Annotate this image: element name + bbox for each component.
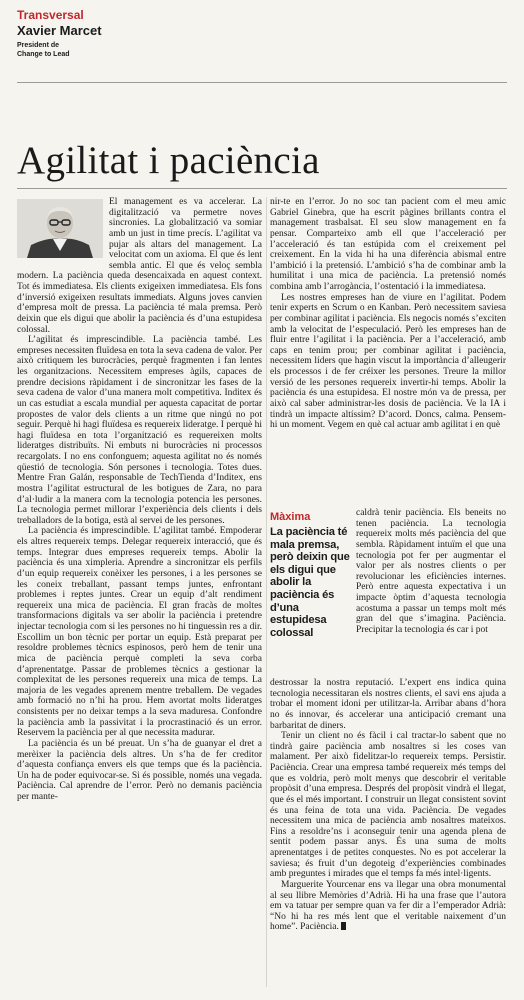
headline-rule [17,188,507,189]
author-role-line-1: President de [17,42,60,49]
paragraph: destrossar la nostra reputació. L’expert ens indica quina tecnologia necessitaran els nostres clients, el savi ens ajuda a trobar el moment idoni per utilitzar-la. Arribar abans d’hora no és innovar, és accelerar una anticipació cremant una barbaritat de diners. [270,678,506,731]
photo-wrap-spacer [17,197,109,261]
article-column-right-top [270,197,506,508]
paragraph [270,880,506,933]
article-column-right-bottom [270,678,506,988]
pullquote-text: La paciència té mala premsa, però deixin que els digui que abolir la paciència és d’una estupidesa colossal [270,526,350,639]
paragraph: La paciència és imprescindible. L’agilitat també. Empoderar els altres requereix temps. Delegar requereix interacció, que és temps. Integrar dues empreses requereix temps. Abolir la paciència és una ximpleria. Aprendre a sincronitzar els perfils d’un equip requereix conèixer les persones, i a les persones se les coneix treballant, passant temps juntes, enfrontant problemes i reptes juntes. Crear un equip d’alt rendiment requereix una mica de paciència. El gran fracàs de moltes transformacions digitals va ser abolir la paciència i pretendre injectar tecnologia com si les persones no hi tinguessin res a dir. Escollim un bon tècnic per portar un equip. Està preparat per resoldre problemes tècnics espinosos, però hem de tenir una mica de paciència perquè completi la seva corba d’aprenentatge. Passar de problemes tècnics a gestionar la complexitat de les persones requereix una mica de temps. La majoria de les vegades aprenem mentre treballem. De vegades amb formació no n’hi ha prou. Hem avortat molts lideratges consistents per no deixar temps a la seva maduresa. Confondre la paciència amb la passivitat i la procrastinació és un error. Reservem la paciència per al que necessita madurar. [17,526,262,739]
headline: Agilitat i paciència [17,139,320,182]
header-rule [17,82,507,83]
byline-block [17,9,507,59]
paragraph: L’agilitat és imprescindible. La paciència també. Les empreses necessiten fluïdesa en tota la seva cadena de valor. Per això critiquem les burocràcies, perquè fragmenten i fan lentes les organitzacions. Necessitem empreses àgils, capaces de prendre decisions ràpidament i de sincronitzar les fases de la seva cadena de valor d’una manera molt competitiva. Inditex és un cas estudiat a escala mundial per aquesta capacitat de portar propostes de valor dels clients a un ritme que ningú no pot seguir. Perquè hi hagi fluïdesa es requereix lideratge. I perquè hi hagi fluïdesa en tota l’organització es requereixen molts lideratges distribuïts. Ni embuts ni burocràcies ni processos recargolats. I no ens confonguem; aquesta agilitat no és només qüestió de tecnologia. Són persones i tecnologia. Totes dues. Mentre Fran Galán, responsable de TechTienda d’Inditex, ens mostra l’agilitat estructural de les botigues de Zara, no para d’al·ludir a la manera com la tecnologia potencia les persones. La tecnologia permet millorar l’experiència dels clients i dels treballadors de la botiga, està al servei de les persones. [17,335,262,526]
author-role-line-2: Change to Lead [17,50,70,58]
article-column-right-mid [356,508,506,678]
paragraph: Tenir un client no és fàcil i cal tractar-lo sabent que no tindrà gaire paciència amb nosaltres si les coses van malament. Per això fidelitzar-lo requereix temps. Persistir. Paciència. Crear una empresa també requereix més temps del que es voldria, però molt menys que descobrir el veritable propòsit d’una empresa. Després del propòsit vindrà el llegat, que és el més important. I construir un llegat consistent sovint és una feina de tota una vida. Paciència. De vegades necessitem una mica de paciència amb nosaltres mateixos. Fins a resoldre’ns i aconseguir tenir una agenda plena de sentit podem passar anys. És una suma de molts aprenentatges i de petites conquestes. No es pot accelerar la saviesa; és fruit d’un degoteig d’experiències combinades amb preguntes i mirades que el temps fa més intel·ligents. [270,731,506,880]
author-role [17,42,507,59]
section-label: Transversal [17,8,84,22]
paragraph: Les nostres empreses han de viure en l’agilitat. Podem tenir experts en Scrum o en Kanban. Però necessitem saviesa per combinar agilitat i paciència. Els negocis només s’exciten amb la velocitat de l’especulació. Però les empreses han de fluir entre l’agilitat i la paciència. Per a l’acceleració, amb caps en tenim prou; per combinar agilitat i paciència, necessitem líders que hagin viscut la importància d’alleugerir els processos i de fer créixer les persones. Treure la millor versió de les persones requereix invertir-hi temps. Abolir la paciència és una estupidesa. El nostre món va de pressa, per això cal saber administrar-les dosis de paciència. Ve la IA i tindrà un impacte altíssim? D’acord. Doncs, calma. Pensem-hi un moment. Vegem en què cal actuar amb agilitat i en què [270,292,506,431]
closing-paragraph-text: Marguerite Yourcenar ens va llegar una obra monumental al seu llibre Memòries d’Adrià. Hi ha una frase que l’autora em va tatuar per sempre quan va fer dir a l’emperador Adrià: “No hi ha res més lent que el veritable naixement d’un home”. Paciència. [270,879,506,933]
paragraph: caldrà tenir paciència. Els beneits no tenen paciència. La tecnologia requereix molts més paciència del que sembla. Ràpidament intuïm el que una tecnologia pot fer per augmentar el valor per als nostres clients o per revolucionar les eficiències internes. Però entre aquesta expectativa i un impacte òptim d’aquesta tecnologia acostuma a passar un temps molt més gran del que s’imagina. Paciència. Precipitar la tecnologia és car i pot [356,508,506,635]
end-mark-icon [341,922,346,930]
paragraph: nir-te en l’error. Jo no soc tan pacient com el meu amic Gabriel Ginebra, que ha escrit pàgines brillants contra el management trasbalsat. El seu slow management en fa pensar. Comparteixo amb ell que l’acceleració per l’acceleració és tan estúpida com el creixement pel creixement. En la vida hi ha una diferència abismal entre l’ambició i la pretensió. L’ambició s’ha de combinar amb la humilitat i una mica de paciència. La pretensió només combina amb l’arrogància, l’ostentació i la immediatesa. [270,197,506,292]
pullquote [270,511,350,676]
paragraph: El management es va accelerar. La digitalització va permetre noves sincronies. La globalització va somiar amb un just in time precís. L’agilitat va pujar als altars del management. La velocitat com un axioma. El que és lent sembla antic. El que és veloç sembla modern. La paciència queda desencaixada en aquest context. Tot és immediatesa. Els clients exigeixen immediatesa. Els fons d’inversió exigeixen resultats immediats. Alguns joves canvien d’empresa molt de pressa. La paciència té mala premsa. Però deixin que els digui que abolir la paciència és d’una estupidesa colossal. [17,197,262,335]
pullquote-label: Màxima [270,511,311,523]
article-column-left [17,197,262,987]
author-name: Xavier Marcet [17,23,102,38]
column-divider [266,197,267,987]
paragraph: La paciència és un bé preuat. Un s’ha de guanyar el dret a merèixer la paciència dels altres. Un s’ha de fer creditor d’aquesta confiança envers els que temps que és la paciència. Un ha de poder equivocar-se. Si és possible, només una vegada. Paciència. Cal aprendre de l’error. Però no demanis paciència per mante- [17,738,262,802]
